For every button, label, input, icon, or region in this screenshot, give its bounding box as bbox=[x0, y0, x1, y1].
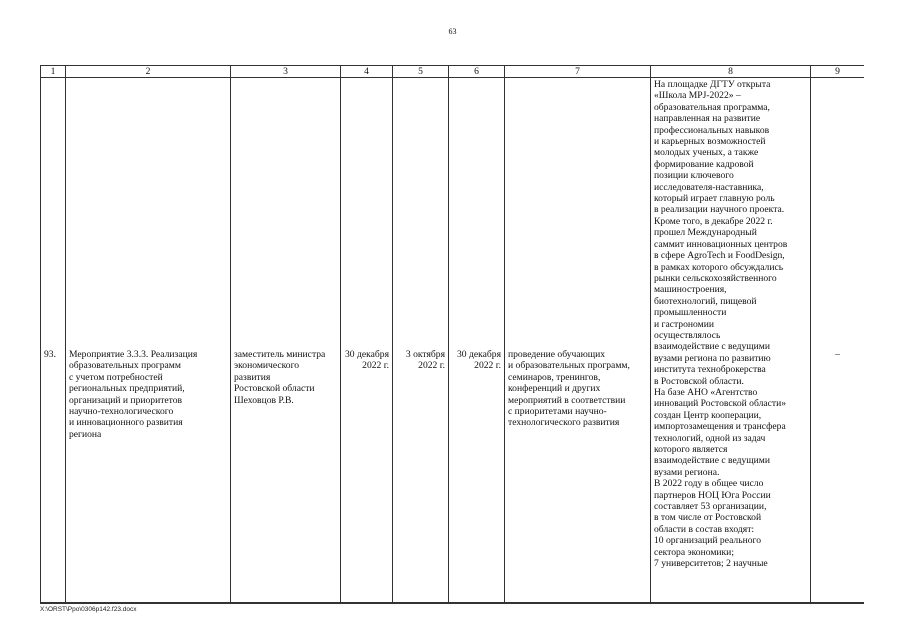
cell-line: 2022 г. bbox=[362, 360, 389, 372]
footer-file-path: X:\ORST\Ppo\0306p142.f23.docx bbox=[40, 606, 137, 613]
cell-line: и инновационного развития bbox=[69, 417, 183, 429]
cell-line: вузами региона. bbox=[654, 466, 720, 478]
note-cell bbox=[811, 78, 865, 603]
cell-line: мероприятий в соответствии bbox=[508, 394, 626, 406]
cell-line: с учетом потребностей bbox=[69, 371, 163, 383]
cell-line: На площадке ДГТУ открыта bbox=[654, 79, 771, 90]
page-number: 63 bbox=[448, 27, 457, 36]
header-col-1: 1 bbox=[41, 66, 66, 78]
cell-line: и образовательных программ, bbox=[508, 360, 630, 372]
cell-line: 10 организаций реального bbox=[654, 535, 761, 547]
report-table-container bbox=[40, 65, 864, 604]
cell-line: прошел Международный bbox=[654, 227, 757, 239]
cell-line: который играет главную роль bbox=[654, 193, 775, 205]
cell-line: вузами региона по развитию bbox=[654, 352, 771, 364]
cell-line: с приоритетами научно- bbox=[508, 406, 607, 418]
cell-line: осуществлялось bbox=[654, 329, 721, 341]
report-table bbox=[40, 65, 864, 603]
header-col-7: 7 bbox=[505, 66, 651, 78]
cell-line: 7 университетов; 2 научные bbox=[654, 558, 768, 570]
header-col-2: 2 bbox=[66, 66, 231, 78]
cell-line: 2022 г. bbox=[418, 360, 445, 372]
header-col-5: 5 bbox=[393, 66, 449, 78]
date-planned-text bbox=[344, 349, 389, 372]
note-text: – bbox=[835, 349, 840, 360]
cell-line: в сфере AgroTech и FoodDesign, bbox=[654, 250, 785, 262]
cell-line: формирование кадровой bbox=[654, 158, 754, 170]
cell-line: 30 декабря bbox=[457, 349, 501, 360]
header-col-9: 9 bbox=[811, 66, 865, 78]
cell-line: 30 декабря bbox=[345, 349, 389, 360]
date-start-text bbox=[396, 349, 445, 372]
actual-result-text bbox=[654, 78, 807, 569]
cell-line: области в состав входят: bbox=[654, 523, 755, 535]
responsible-cell bbox=[231, 78, 341, 603]
cell-line: исследователя-наставника, bbox=[654, 181, 764, 193]
header-col-3: 3 bbox=[231, 66, 341, 78]
cell-line: составляет 53 организации, bbox=[654, 501, 767, 513]
header-col-8: 8 bbox=[651, 66, 811, 78]
cell-line: позиции ключевого bbox=[654, 170, 734, 182]
cell-line: в том числе от Ростовской bbox=[654, 512, 762, 524]
cell-line: в Ростовской области. bbox=[654, 375, 744, 387]
date-end-cell bbox=[449, 78, 505, 603]
responsible-text bbox=[234, 349, 337, 406]
cell-line: региона bbox=[69, 428, 102, 440]
cell-line: проведение обучающих bbox=[508, 349, 606, 360]
cell-line: Кроме того, в декабре 2022 г. bbox=[654, 215, 773, 227]
cell-line: Шеховцов Р.В. bbox=[234, 394, 294, 406]
cell-line: создан Центр кооперации, bbox=[654, 409, 762, 421]
measure-text bbox=[69, 349, 227, 440]
cell-line: сектора экономики; bbox=[654, 546, 734, 558]
cell-line: развития bbox=[234, 371, 271, 383]
expected-result-text bbox=[508, 349, 647, 429]
cell-line: инноваций Ростовской области» bbox=[654, 398, 787, 410]
cell-line: направленная на развитие bbox=[654, 113, 761, 125]
cell-line: рынки сельскохозяйственного bbox=[654, 272, 777, 284]
cell-line: Мероприятие 3.3.3. Реализация bbox=[69, 349, 198, 360]
cell-line: На базе АНО «Агентство bbox=[654, 386, 758, 398]
cell-line: научно-технологического bbox=[69, 406, 174, 418]
cell-line: импортозамещения и трансфера bbox=[654, 421, 786, 433]
measure-cell bbox=[66, 78, 231, 603]
cell-line: и карьерных возможностей bbox=[654, 136, 766, 148]
row-number: 93. bbox=[44, 349, 56, 360]
cell-line: биотехнологий, пищевой bbox=[654, 295, 757, 307]
cell-line: экономического bbox=[234, 360, 300, 372]
cell-line: в реализации научного проекта. bbox=[654, 204, 785, 216]
cell-line: образовательных программ bbox=[69, 360, 181, 372]
expected-result-cell bbox=[505, 78, 651, 603]
cell-line: института техноброкерства bbox=[654, 364, 766, 376]
date-planned-cell bbox=[341, 78, 393, 603]
cell-line: технологий, одной из задач bbox=[654, 432, 766, 444]
table-row bbox=[41, 78, 865, 603]
cell-line: молодых ученых, а также bbox=[654, 147, 759, 159]
cell-line: Ростовской области bbox=[234, 383, 315, 395]
cell-line: образовательная программа, bbox=[654, 101, 770, 113]
cell-line: семинаров, тренингов, bbox=[508, 371, 601, 383]
cell-line: организаций и приоритетов bbox=[69, 394, 183, 406]
cell-line: в рамках которого обсуждались bbox=[654, 261, 784, 273]
header-col-4: 4 bbox=[341, 66, 393, 78]
header-col-6: 6 bbox=[449, 66, 505, 78]
cell-line: взаимодействие с ведущими bbox=[654, 341, 771, 353]
actual-result-cell bbox=[651, 78, 811, 603]
cell-line: профессиональных навыков bbox=[654, 124, 770, 136]
cell-line: взаимодействие с ведущими bbox=[654, 455, 771, 467]
cell-line: заместитель министра bbox=[234, 349, 326, 360]
date-start-cell bbox=[393, 78, 449, 603]
cell-line: и гастрономии bbox=[654, 318, 714, 330]
cell-line: саммит инновационных центров bbox=[654, 238, 788, 250]
cell-line: 3 октября bbox=[405, 349, 445, 360]
cell-line: технологического развития bbox=[508, 417, 620, 429]
cell-line: машиностроения, bbox=[654, 284, 727, 296]
cell-line: которого является bbox=[654, 444, 728, 455]
cell-line: 2022 г. bbox=[474, 360, 501, 372]
row-number-cell bbox=[41, 78, 66, 603]
cell-line: промышленности bbox=[654, 307, 727, 319]
cell-line: «Школа МРJ-2022» – bbox=[654, 90, 741, 102]
cell-line: партнеров НОЦ Юга России bbox=[654, 489, 771, 501]
cell-line: В 2022 году в общее число bbox=[654, 478, 764, 490]
cell-line: конференций и других bbox=[508, 383, 601, 395]
cell-line: региональных предприятий, bbox=[69, 383, 185, 395]
date-end-text bbox=[452, 349, 501, 372]
header-row bbox=[41, 66, 865, 78]
